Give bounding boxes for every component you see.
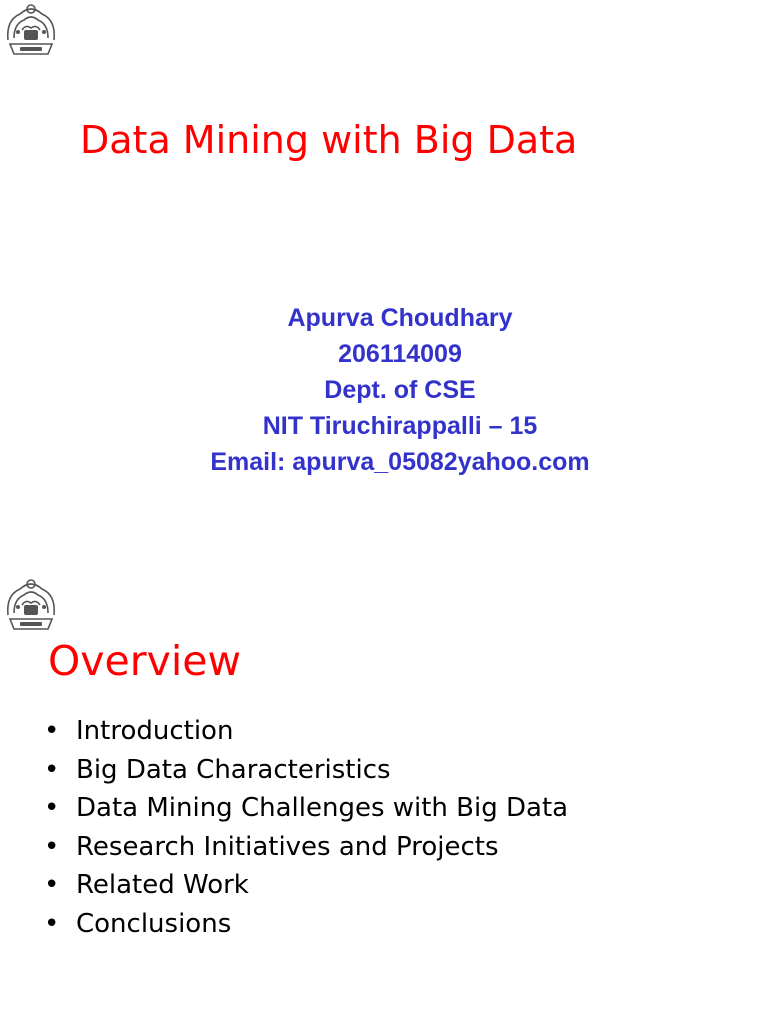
nit-emblem-icon [0, 575, 62, 637]
list-item: • Data Mining Challenges with Big Data [44, 789, 568, 828]
bullet-icon: • [44, 831, 60, 862]
list-item: • Big Data Characteristics [44, 751, 568, 790]
student-id: 206114009 [338, 340, 462, 368]
institution: NIT Tiruchirappalli – 15 [262, 412, 538, 440]
overview-list [44, 712, 568, 943]
bullet-icon: • [44, 870, 60, 900]
bullet-icon: • [44, 908, 60, 939]
list-item: • Research Initiatives and Projects [44, 828, 568, 867]
bullet-icon: • [44, 793, 60, 823]
bullet-icon: • [44, 716, 60, 746]
bullet-icon: • [44, 754, 60, 785]
department: Dept. of CSE [324, 376, 476, 404]
slide-title: Overview [48, 637, 242, 685]
list-item: • Introduction [44, 712, 568, 751]
slide-title: Data Mining with Big Data [80, 118, 578, 162]
author-block [0, 300, 768, 480]
list-item: • Related Work [44, 866, 568, 905]
author-name: Apurva Choudhary [287, 304, 513, 332]
list-item: • Conclusions [44, 905, 568, 944]
overview-slide [0, 545, 768, 1024]
email: Email: apurva_05082yahoo.com [210, 448, 590, 476]
nit-emblem-icon [0, 0, 62, 62]
